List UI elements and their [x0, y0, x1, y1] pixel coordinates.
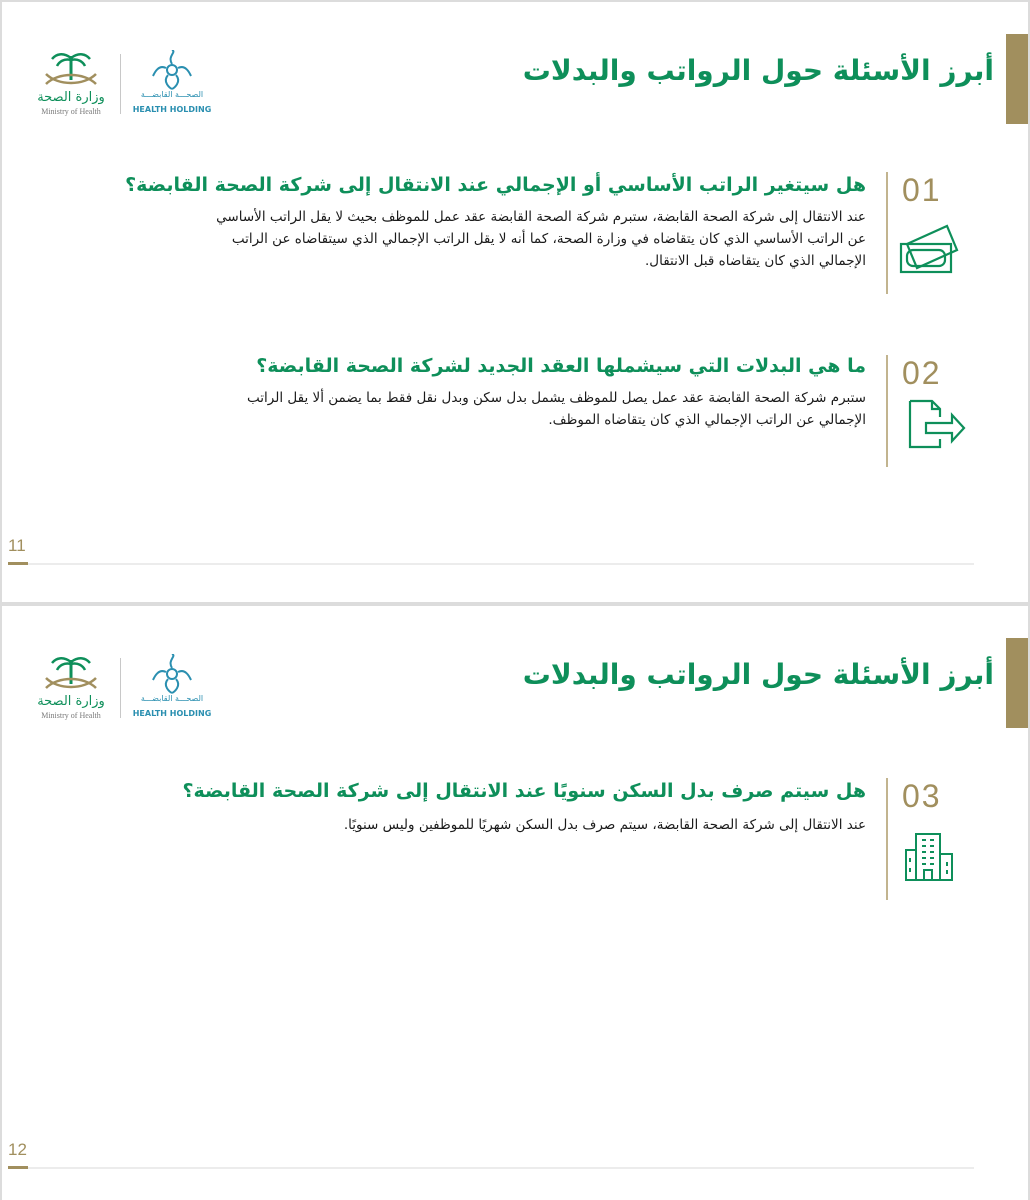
- health-holding-logo: [126, 654, 218, 724]
- page-title: أبرز الأسئلة حول الرواتب والبدلات: [522, 54, 994, 87]
- faq-item-03: [2, 768, 1028, 908]
- footer-gold-accent: [8, 562, 28, 565]
- ministry-of-health-logo: [28, 50, 114, 120]
- logo-divider: [120, 54, 121, 114]
- item-number: 01: [902, 172, 942, 208]
- hh-arabic-name: الصحـــة القابضـــة: [140, 90, 204, 99]
- hh-english-name: HEALTH HOLDING: [132, 105, 212, 114]
- item-divider: [886, 778, 888, 900]
- flower-emblem-icon: [126, 654, 218, 694]
- flower-emblem-icon: [126, 50, 218, 90]
- answer-line: الإجمالي الذي كان يتقاضاه قبل الانتقال.: [644, 253, 866, 269]
- answer-line: عند الانتقال إلى شركة الصحة القابضة، سيتم صرف بدل السكن شهريًا للموظفين وليس سنويًا.: [343, 817, 866, 833]
- logos: [28, 50, 218, 122]
- health-holding-logo: [126, 50, 218, 120]
- moh-english-name: Ministry of Health: [41, 711, 101, 720]
- item-question: هل سيتم صرف بدل السكن سنويًا عند الانتقال إلى شركة الصحة القابضة؟: [182, 780, 866, 802]
- money-icon: [897, 222, 961, 276]
- item-number: 03: [902, 778, 942, 814]
- page-title: أبرز الأسئلة حول الرواتب والبدلات: [522, 658, 994, 691]
- hh-english-name: HEALTH HOLDING: [132, 709, 212, 718]
- logos: [28, 654, 218, 726]
- item-answer: [344, 814, 866, 836]
- page-number: 11: [8, 536, 26, 555]
- moh-arabic-name: وزارة الصحة: [37, 694, 105, 709]
- item-divider: [886, 172, 888, 294]
- item-divider: [886, 355, 888, 467]
- ministry-of-health-logo: [28, 654, 114, 724]
- answer-line: الإجمالي عن الراتب الإجمالي الذي كان يتقاضاه الموظف.: [548, 412, 866, 428]
- item-question: ما هي البدلات التي سيشملها العقد الجديد لشركة الصحة القابضة؟: [256, 355, 866, 377]
- item-answer: [216, 206, 866, 272]
- logo-divider: [120, 658, 121, 718]
- moh-english-name: Ministry of Health: [41, 107, 101, 116]
- building-icon: [902, 830, 956, 884]
- footer-gold-accent: [8, 1166, 28, 1169]
- item-answer: [247, 387, 866, 431]
- answer-line: عن الراتب الأساسي الذي كان يتقاضاه في وزارة الصحة، كما أنه لا يقل الراتب الإجمالي الذي سيتقاضاه عن الراتب: [231, 231, 866, 247]
- faq-item-01: [2, 162, 1028, 302]
- title-accent-bar: [1006, 638, 1028, 728]
- palm-swords-icon: [28, 50, 114, 90]
- item-question: هل سيتغير الراتب الأساسي أو الإجمالي عند الانتقال إلى شركة الصحة القابضة؟: [125, 174, 866, 196]
- document-page-11: [2, 2, 1028, 602]
- palm-swords-icon: [28, 654, 114, 694]
- document-transfer-icon: [908, 399, 968, 453]
- hh-arabic-name: الصحـــة القابضـــة: [140, 694, 204, 703]
- footer-line: [8, 563, 974, 565]
- document-page-12: [2, 606, 1028, 1200]
- faq-item-02: [2, 347, 1028, 467]
- item-number: 02: [902, 355, 942, 391]
- moh-arabic-name: وزارة الصحة: [37, 90, 105, 105]
- footer-line: [8, 1167, 974, 1169]
- answer-line: عند الانتقال إلى شركة الصحة القابضة، ستبرم شركة الصحة القابضة عقد عمل للموظف بحيث لا يقل الراتب الأساسي: [216, 209, 866, 225]
- answer-line: ستبرم شركة الصحة القابضة عقد عمل يصل للموظف يشمل بدل سكن وبدل نقل فقط بما يضمن ألا يقل الراتب: [247, 390, 866, 406]
- page-number: 12: [8, 1140, 27, 1159]
- title-accent-bar: [1006, 34, 1028, 124]
